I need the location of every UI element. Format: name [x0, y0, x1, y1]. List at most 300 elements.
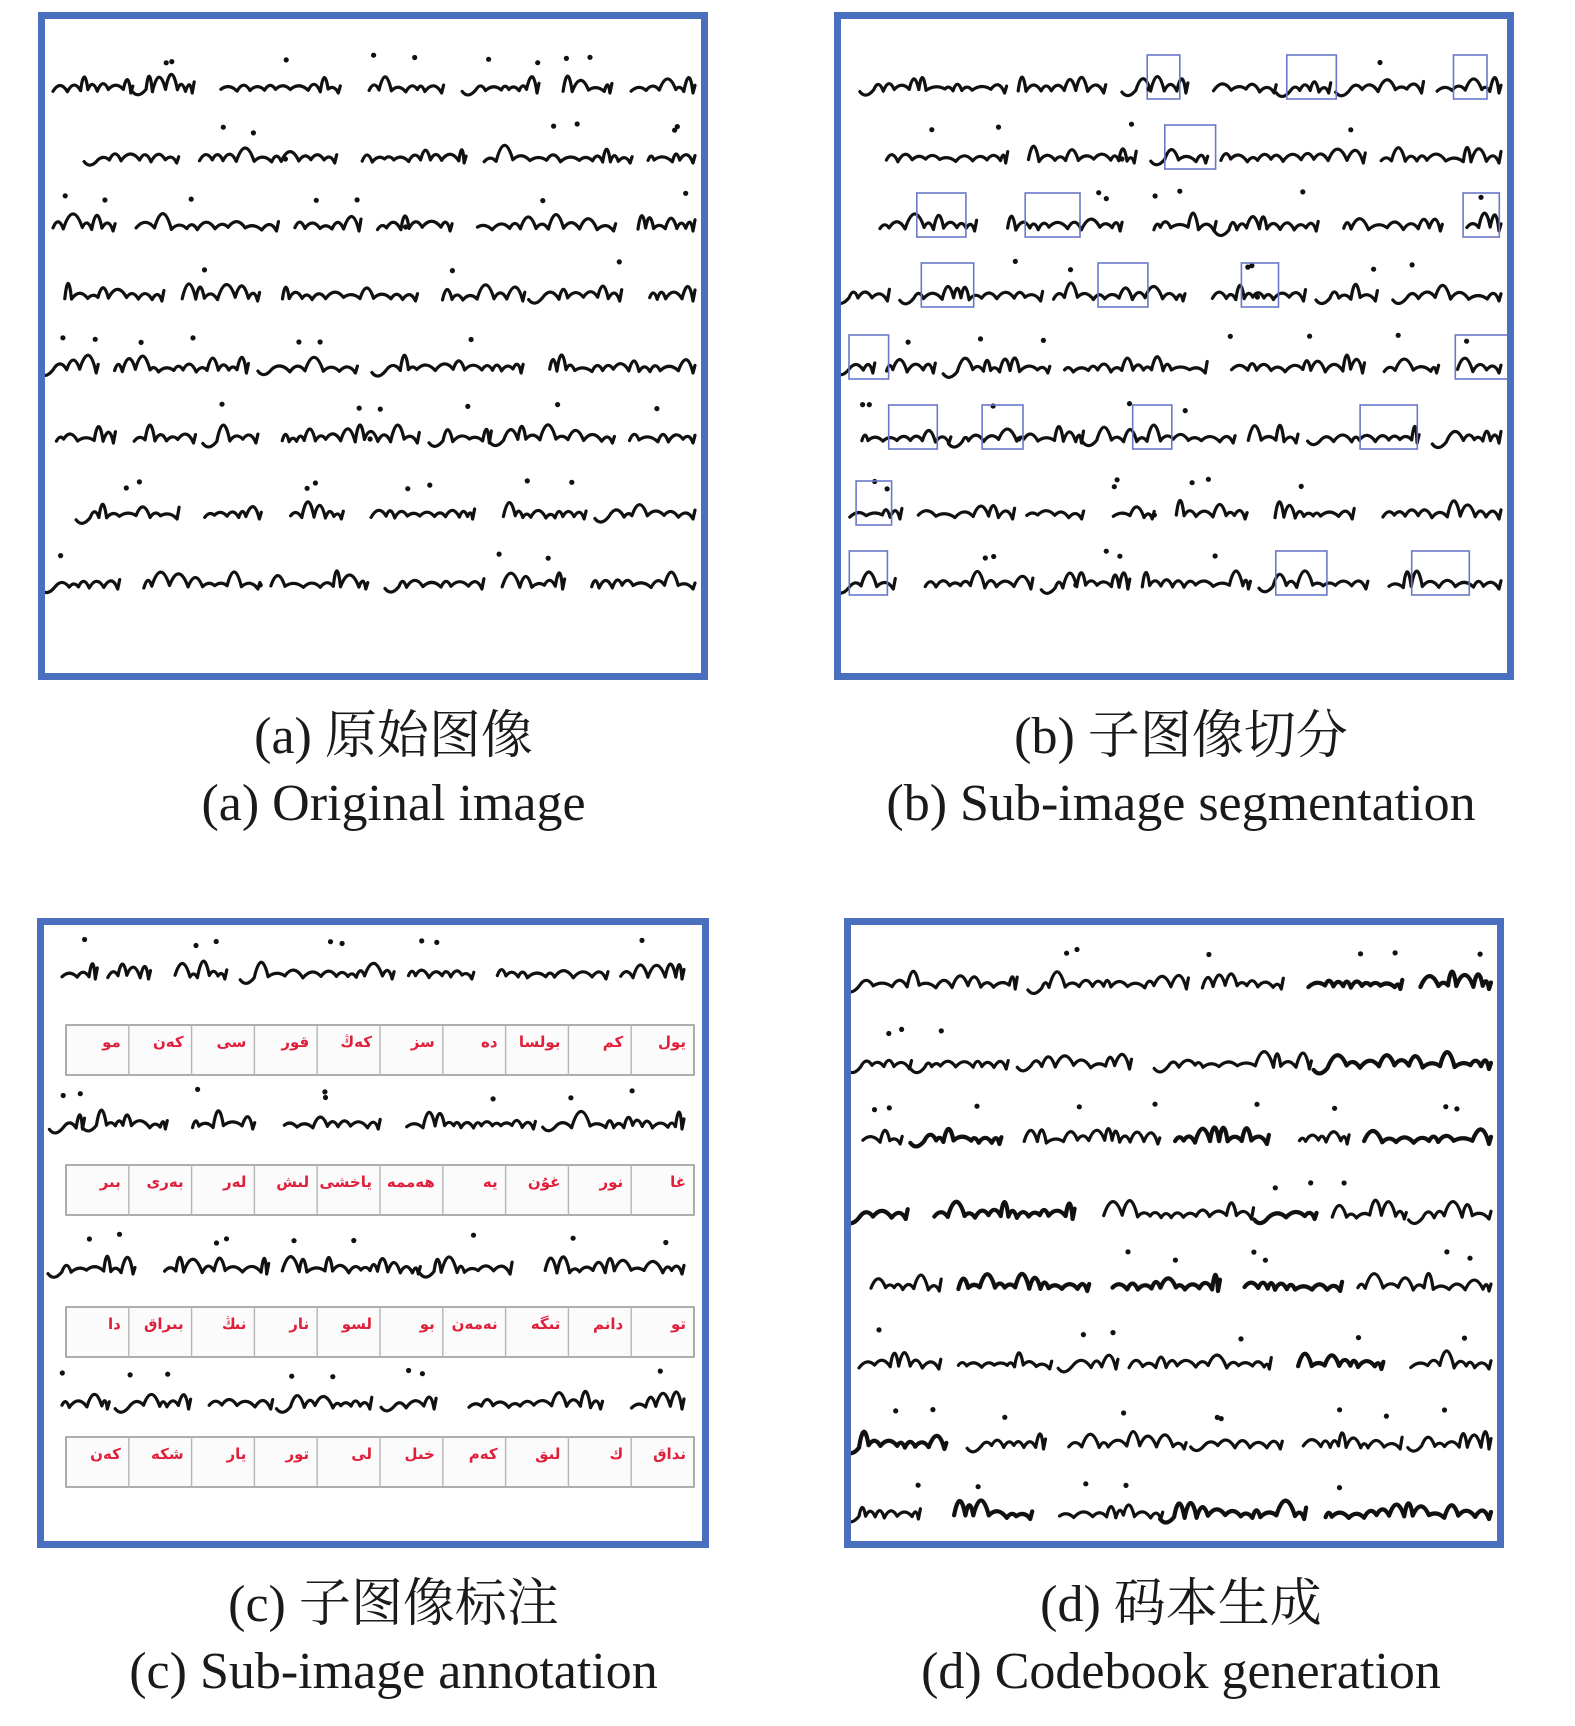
diacritic-dot — [165, 1372, 170, 1377]
handwritten-word — [65, 283, 164, 301]
handwritten-word — [1275, 502, 1354, 519]
handwritten-word — [948, 427, 1083, 447]
handwritten-word — [958, 1353, 1051, 1369]
segment-box — [1360, 405, 1417, 449]
handwritten-word — [1083, 425, 1235, 446]
handwritten-word — [880, 214, 977, 231]
diacritic-dot — [497, 552, 502, 557]
diacritic-dot — [224, 1236, 229, 1241]
diacritic-dot — [491, 1096, 496, 1101]
diacritic-dot — [1478, 952, 1483, 957]
handwritten-word — [45, 355, 98, 375]
diacritic-dot — [1337, 1407, 1342, 1412]
handwritten-word — [1154, 213, 1216, 231]
handwritten-word — [886, 152, 1007, 163]
diacritic-dot — [251, 130, 256, 135]
segmented-image — [834, 12, 1514, 680]
diacritic-dot — [1443, 1104, 1448, 1109]
diacritic-dot — [419, 938, 424, 943]
annotation-label: لىق — [535, 1445, 561, 1463]
diacritic-dot — [1127, 401, 1132, 406]
diacritic-dot — [1183, 408, 1188, 413]
diacritic-dot — [1442, 1407, 1447, 1412]
punctuation-dot — [1152, 512, 1157, 517]
handwritten-word — [283, 287, 418, 301]
handwritten-word — [631, 78, 695, 93]
caption-b-zh: (b) 子图像切分 — [1014, 708, 1348, 765]
diacritic-dot — [916, 1483, 921, 1488]
panel-d — [787, 880, 1575, 1726]
annotation-label: دانم — [592, 1315, 624, 1333]
diacritic-dot — [1462, 1336, 1467, 1341]
diacritic-dot — [1467, 1256, 1472, 1261]
diacritic-dot — [1299, 484, 1304, 489]
diacritic-dot — [887, 1105, 892, 1110]
annotation-label: شكە — [151, 1445, 184, 1463]
handwritten-word — [1389, 571, 1501, 589]
handwritten-word — [136, 214, 278, 231]
diacritic-dot — [221, 125, 226, 130]
punctuation-dot — [1147, 86, 1152, 91]
annotation-row — [66, 1165, 694, 1215]
handwritten-word — [1358, 1273, 1491, 1291]
diacritic-dot — [314, 198, 319, 203]
caption-b-en: (b) Sub-image segmentation — [886, 775, 1476, 832]
handwritten-word — [1027, 511, 1084, 519]
handwritten-word — [954, 1500, 1032, 1519]
diacritic-dot — [193, 943, 198, 948]
diacritic-dot — [1371, 267, 1376, 272]
caption-c-zh: (c) 子图像标注 — [228, 1576, 559, 1633]
diacritic-dot — [1393, 950, 1398, 955]
handwritten-word — [291, 502, 344, 519]
diacritic-dot — [885, 486, 890, 491]
diacritic-dot — [291, 1238, 296, 1243]
handwritten-word — [911, 1061, 1008, 1073]
script-lines — [62, 937, 684, 983]
handwritten-word — [595, 505, 695, 522]
annotation-label: نداق — [653, 1445, 686, 1463]
diacritic-dot — [93, 337, 98, 342]
punctuation-dot — [1016, 436, 1021, 441]
handwritten-word — [1018, 77, 1105, 93]
diacritic-dot — [1215, 1415, 1220, 1420]
diacritic-dot — [575, 121, 580, 126]
handwritten-word — [409, 970, 474, 979]
diacritic-dot — [1337, 1485, 1342, 1490]
handwritten-word — [53, 214, 115, 231]
diacritic-dot — [876, 1327, 881, 1332]
handwritten-word — [841, 363, 875, 375]
handwritten-word — [1393, 285, 1501, 303]
diacritic-dot — [60, 335, 65, 340]
handwriting-with-annotation-rows — [44, 925, 702, 1541]
handwritten-word — [56, 427, 115, 443]
handwritten-word — [543, 1111, 684, 1130]
diacritic-dot — [1213, 553, 1218, 558]
diacritic-dot — [860, 402, 865, 407]
handwritten-word — [84, 154, 179, 165]
handwritten-word — [132, 74, 194, 94]
handwritten-word — [258, 357, 358, 374]
script-lines — [841, 55, 1507, 595]
diacritic-dot — [568, 1095, 573, 1100]
segment-box — [1454, 55, 1488, 99]
diacritic-dot — [351, 1238, 356, 1243]
diacritic-dot — [1083, 1481, 1088, 1486]
handwritten-word — [934, 1202, 1074, 1219]
diacritic-dot — [1153, 193, 1158, 198]
handwritten-word — [240, 962, 394, 983]
handwritten-word — [115, 1394, 190, 1412]
annotation-label: لسو — [341, 1315, 372, 1333]
annotation-row — [66, 1437, 694, 1487]
annotation-label: بولسا — [518, 1033, 561, 1051]
diacritic-dot — [313, 480, 318, 485]
handwritten-word — [648, 154, 695, 163]
diacritic-dot — [546, 556, 551, 561]
handwritten-word — [1214, 84, 1277, 93]
diacritic-dot — [328, 939, 333, 944]
annotation-label: ك — [609, 1445, 624, 1463]
handwritten-word — [271, 571, 368, 589]
diacritic-dot — [412, 55, 417, 60]
handwritten-word — [630, 434, 696, 443]
caption-d-en: (d) Codebook generation — [921, 1643, 1441, 1700]
handwritten-word — [1142, 571, 1250, 589]
handwritten-word — [144, 572, 260, 589]
annotation-label: يار — [226, 1445, 247, 1463]
diacritic-dot — [1125, 1249, 1130, 1254]
diacritic-dot — [1464, 339, 1469, 344]
diacritic-dot — [1152, 1102, 1157, 1107]
diacritic-dot — [1064, 951, 1069, 956]
diacritic-dot — [983, 555, 988, 560]
diacritic-dot — [450, 268, 455, 273]
annotation-label: غۇن — [527, 1173, 561, 1191]
handwritten-word — [1176, 500, 1247, 519]
diacritic-dot — [486, 57, 491, 62]
diacritic-dot — [658, 1369, 663, 1374]
handwritten-word — [1065, 357, 1208, 373]
handwritten-word — [860, 78, 1007, 96]
annotation-label: نار — [289, 1315, 310, 1333]
diacritic-dot — [1251, 1250, 1256, 1255]
handwritten-word — [1276, 82, 1330, 97]
diacritic-dot — [991, 554, 996, 559]
diacritic-dot — [355, 197, 360, 202]
diacritic-dot — [434, 940, 439, 945]
diacritic-dot — [1123, 1483, 1128, 1488]
diacritic-dot — [1096, 190, 1101, 195]
diacritic-dot — [214, 939, 219, 944]
diacritic-dot — [1263, 1258, 1268, 1263]
handwritten-word — [1383, 501, 1501, 519]
codebook-image — [844, 918, 1504, 1548]
handwritten-word — [193, 1111, 255, 1129]
diacritic-dot — [1129, 122, 1134, 127]
diacritic-dot — [169, 59, 174, 64]
annotation-label: قور — [281, 1033, 310, 1051]
annotation-label: كەم — [468, 1445, 498, 1463]
diacritic-dot — [1454, 1106, 1459, 1111]
handwritten-word — [650, 287, 695, 301]
diacritic-dot — [886, 1031, 891, 1036]
segment-box — [1165, 125, 1216, 169]
diacritic-dot — [305, 486, 310, 491]
annotation-label: لىش — [276, 1173, 310, 1191]
handwriting-lines — [45, 19, 701, 673]
handwritten-word — [1437, 78, 1501, 93]
annotation-label: يول — [657, 1033, 686, 1051]
handwritten-word — [45, 580, 120, 593]
handwritten-word — [851, 1060, 912, 1072]
diacritic-dot — [991, 403, 996, 408]
handwritten-word — [1298, 1354, 1383, 1369]
script-lines — [49, 1087, 684, 1133]
diacritic-dot — [974, 1104, 979, 1109]
handwritten-word — [284, 1117, 380, 1129]
diacritic-dot — [202, 267, 207, 272]
handwritten-word — [381, 1397, 436, 1411]
diacritic-dot — [683, 191, 688, 196]
handwritten-word — [1215, 217, 1318, 236]
handwritten-word — [563, 76, 612, 93]
handwritten-word — [1384, 359, 1438, 373]
diacritic-dot — [318, 339, 323, 344]
handwritten-word — [1069, 1432, 1186, 1449]
handwritten-word — [49, 1115, 84, 1133]
diacritic-dot — [219, 402, 224, 407]
handwritten-word — [295, 217, 361, 231]
handwritten-word — [1160, 1501, 1306, 1523]
diacritic-dot — [1177, 189, 1182, 194]
diacritic-dot — [1117, 554, 1122, 559]
diacritic-dot — [82, 937, 87, 942]
original-image — [38, 12, 708, 680]
panel-c — [0, 880, 787, 1726]
annotation-label: دە — [481, 1033, 498, 1051]
diacritic-dot — [899, 1027, 904, 1032]
diacritic-dot — [1228, 334, 1233, 339]
handwritten-word — [1314, 1052, 1491, 1073]
handwritten-word — [477, 215, 615, 231]
diacritic-dot — [289, 1374, 294, 1379]
handwritten-word — [502, 573, 564, 589]
diacritic-dot — [1110, 1330, 1115, 1335]
caption-d-zh: (d) 码本生成 — [1040, 1576, 1322, 1633]
diacritic-dot — [406, 1368, 411, 1373]
diacritic-dot — [675, 124, 680, 129]
diacritic-dot — [1356, 1335, 1361, 1340]
handwritten-word — [429, 429, 491, 446]
handwritten-word — [592, 572, 695, 589]
diacritic-dot — [1254, 1102, 1259, 1107]
segment-box — [889, 405, 938, 449]
handwritten-word — [910, 1129, 1001, 1146]
diacritic-dot — [1377, 60, 1382, 65]
diacritic-dot — [195, 1087, 200, 1092]
handwritten-word — [1017, 1054, 1131, 1070]
handwritten-word — [443, 285, 525, 301]
handwritten-word — [62, 1394, 109, 1409]
handwritten-word — [369, 77, 444, 93]
handwritten-word — [82, 1110, 167, 1131]
handwritten-word — [1060, 1505, 1163, 1519]
diacritic-dot — [1384, 1414, 1389, 1419]
diacritic-dot — [1081, 1332, 1086, 1337]
panel-a — [0, 0, 787, 860]
segment-box — [1098, 263, 1148, 307]
punctuation-dot — [283, 156, 288, 161]
annotation-label: ياخشى — [319, 1173, 372, 1191]
annotation-label: يە — [482, 1173, 498, 1191]
diacritic-dot — [1002, 1415, 1007, 1420]
diacritic-dot — [137, 479, 142, 484]
handwritten-word — [851, 1507, 920, 1521]
handwritten-word — [282, 1257, 420, 1274]
diacritic-dot — [284, 57, 289, 62]
punctuation-dot — [258, 582, 263, 587]
diacritic-dot — [340, 941, 345, 946]
handwritten-word — [503, 503, 586, 519]
handwritten-word — [209, 1400, 273, 1409]
handwritten-word — [1332, 1200, 1406, 1219]
handwritten-word — [1381, 148, 1501, 163]
handwritten-word — [1129, 1355, 1271, 1369]
diacritic-dot — [555, 402, 560, 407]
handwritten-word — [182, 284, 259, 301]
handwritten-word — [1175, 1127, 1269, 1144]
handwritten-word — [1316, 284, 1377, 303]
diacritic-dot — [930, 1407, 935, 1412]
diacritic-dot — [1410, 262, 1415, 267]
segment-box — [849, 335, 889, 379]
annotation-label: خىل — [404, 1445, 435, 1463]
handwritten-word — [1409, 1202, 1491, 1224]
annotation-label: لى — [351, 1445, 372, 1463]
segment-box — [1147, 55, 1180, 99]
handwritten-word — [1300, 1132, 1350, 1144]
diacritic-dot — [405, 486, 410, 491]
diacritic-dot — [1074, 947, 1079, 952]
diacritic-dot — [1112, 484, 1117, 489]
diacritic-dot — [420, 1371, 425, 1376]
handwritten-word — [859, 1353, 941, 1369]
handwritten-word — [1408, 1432, 1491, 1452]
diacritic-dot — [471, 1233, 476, 1238]
diacritic-dot — [929, 127, 934, 132]
diacritic-dot — [189, 197, 194, 202]
punctuation-dot — [1255, 294, 1260, 299]
diacritic-dot — [1190, 480, 1195, 485]
diacritic-dot — [87, 1236, 92, 1241]
handwriting-with-segment-boxes — [841, 19, 1507, 673]
handwritten-word — [53, 77, 133, 93]
annotation-label: بو — [419, 1315, 435, 1333]
diacritic-dot — [525, 478, 530, 483]
codebook-handwriting — [851, 925, 1497, 1541]
handwritten-word — [529, 286, 622, 303]
handwritten-word — [1326, 1503, 1491, 1519]
diacritic-dot — [128, 1372, 133, 1377]
handwritten-word — [851, 1209, 908, 1223]
diacritic-dot — [1238, 1336, 1243, 1341]
script-lines — [851, 947, 1491, 1523]
handwritten-word — [490, 425, 615, 446]
diacritic-dot — [1332, 1106, 1337, 1111]
diacritic-dot — [1478, 195, 1483, 200]
diacritic-dot — [872, 1107, 877, 1112]
handwritten-word — [1254, 1212, 1316, 1223]
diacritic-dot — [469, 337, 474, 342]
handwritten-word — [1364, 1129, 1491, 1144]
handwritten-word — [1467, 213, 1501, 231]
diacritic-dot — [117, 1232, 122, 1237]
diacritic-dot — [465, 404, 470, 409]
diacritic-dot — [976, 1484, 981, 1489]
segment-box — [1025, 193, 1080, 237]
handwritten-word — [1303, 1433, 1402, 1449]
handwritten-word — [871, 1275, 941, 1291]
diacritic-dot — [357, 406, 362, 411]
segment-box — [917, 193, 966, 237]
punctuation-dot — [368, 436, 373, 441]
annotation-label: بىر — [99, 1173, 121, 1191]
handwritten-word — [1122, 77, 1188, 96]
diacritic-dot — [906, 340, 911, 345]
handwritten-word — [1191, 1440, 1283, 1451]
annotation-label: غا — [670, 1173, 686, 1191]
handwritten-word — [1041, 573, 1130, 594]
diacritic-dot — [61, 1093, 66, 1098]
diacritic-dot — [1104, 549, 1109, 554]
diacritic-dot — [893, 1408, 898, 1413]
diacritic-dot — [939, 1028, 944, 1033]
caption-c-en: (c) Sub-image annotation — [129, 1643, 658, 1700]
handwritten-word — [1420, 972, 1491, 989]
punctuation-dot — [403, 224, 408, 229]
handwritten-word — [277, 1396, 372, 1413]
diacritic-dot — [102, 197, 107, 202]
handwritten-word — [851, 1432, 946, 1453]
diacritic-dot — [1444, 1249, 1449, 1254]
annotation-label: نور — [599, 1173, 624, 1191]
handwritten-word — [1232, 355, 1365, 373]
diacritic-dot — [1068, 267, 1073, 272]
handwritten-word — [918, 506, 1014, 519]
diacritic-dot — [1013, 259, 1018, 264]
diacritic-dot — [1396, 333, 1401, 338]
diacritic-dot — [1342, 1180, 1347, 1185]
caption-a-zh: (a) 原始图像 — [254, 708, 533, 765]
annotation-label: سز — [410, 1033, 435, 1051]
handwritten-word — [887, 360, 936, 373]
handwritten-word — [1054, 283, 1186, 301]
handwritten-word — [420, 1257, 512, 1277]
diacritic-dot — [569, 480, 574, 485]
annotated-image — [37, 918, 709, 1548]
handwritten-word — [632, 1392, 685, 1409]
diacritic-dot — [1077, 1104, 1082, 1109]
diacritic-dot — [322, 1089, 327, 1094]
handwritten-word — [863, 1130, 902, 1144]
handwritten-word — [1336, 80, 1424, 96]
handwritten-word — [1411, 1351, 1491, 1369]
punctuation-dot — [1119, 156, 1124, 161]
diacritic-dot — [1104, 196, 1109, 201]
handwritten-word — [203, 425, 258, 447]
